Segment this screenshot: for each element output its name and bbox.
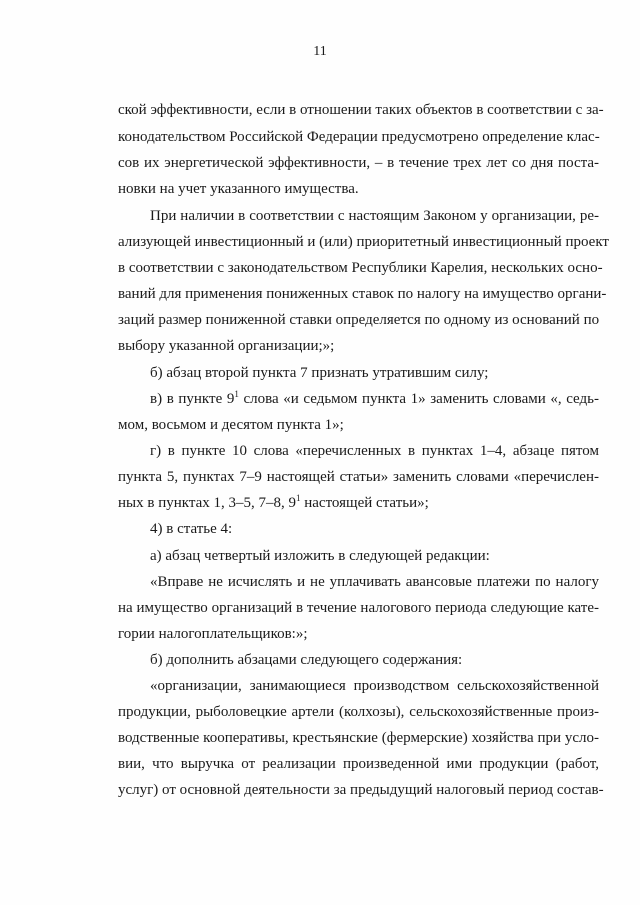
superscript: 1 [295, 493, 301, 503]
text-line: «Вправе не исчислять и не уплачивать авансовые платежи по налогу [150, 574, 599, 590]
text-line: в соответствии с законодательством Республики Карелия, нескольких осно- [118, 260, 603, 276]
text-line: вии, что выручка от реализации произведенной ими продукции (работ, [118, 756, 599, 772]
text-line: на имущество организаций в течение налогового периода следующие кате- [118, 600, 599, 616]
text-fragment: слова «и седьмом пункта 1» заменить словами «, седь- [238, 391, 599, 407]
text-line: г) в пункте 10 слова «перечисленных в пунктах 1–4, абзаце пятом [150, 443, 599, 459]
text-line [150, 390, 599, 408]
text-line: б) абзац второй пункта 7 признать утратившим силу; [150, 365, 489, 381]
text-fragment: в) в пункте 9 [150, 391, 235, 407]
superscript: 1 [234, 389, 239, 399]
text-line: услуг) от основной деятельности за предыдущий налоговый период состав- [118, 782, 604, 798]
text-line: заций размер пониженной ставки определяется по одному из оснований по [118, 312, 600, 328]
text-line: мом, восьмом и десятом пункта 1»; [118, 417, 344, 433]
text-line: ализующей инвестиционный и (или) приоритетный инвестиционный проект [118, 234, 609, 250]
text-line: новки на учет указанного имущества. [118, 181, 359, 197]
text-line: «организации, занимающиеся производством сельскохозяйственной [150, 678, 599, 694]
text-line: пункта 5, пунктах 7–9 настоящей статьи» заменить словами «перечислен- [118, 469, 599, 485]
text-line: 4) в статье 4: [150, 521, 233, 537]
text-line [118, 494, 599, 512]
text-line: ской эффективности, если в отношении таких объектов в соответствии с за- [118, 102, 604, 118]
text-line: продукции, рыболовецкие артели (колхозы), сельскохозяйственные произ- [118, 704, 599, 720]
text-line: сов их энергетической эффективности, – в течение трех лет со дня поста- [118, 155, 599, 171]
text-fragment: настоящей статьи»; [300, 495, 429, 511]
text-line: ваний для применения пониженных ставок по налогу на имущество органи- [118, 286, 607, 302]
text-fragment: ных в пунктах 1, 3–5, 7–8, 9 [118, 495, 296, 511]
text-line: а) абзац четвертый изложить в следующей редакции: [150, 548, 490, 564]
text-line: б) дополнить абзацами следующего содержания: [150, 652, 463, 668]
text-line: При наличии в соответствии с настоящим Законом у организации, ре- [150, 208, 599, 224]
text-line: конодательством Российской Федерации предусмотрено определение клас- [118, 129, 600, 145]
text-line: гории налогоплательщиков:»; [118, 626, 308, 642]
text-line: выбору указанной организации;»; [118, 338, 335, 354]
page-number: 11 [313, 44, 327, 59]
text-line: водственные кооперативы, крестьянские (фермерские) хозяйства при усло- [118, 730, 599, 746]
